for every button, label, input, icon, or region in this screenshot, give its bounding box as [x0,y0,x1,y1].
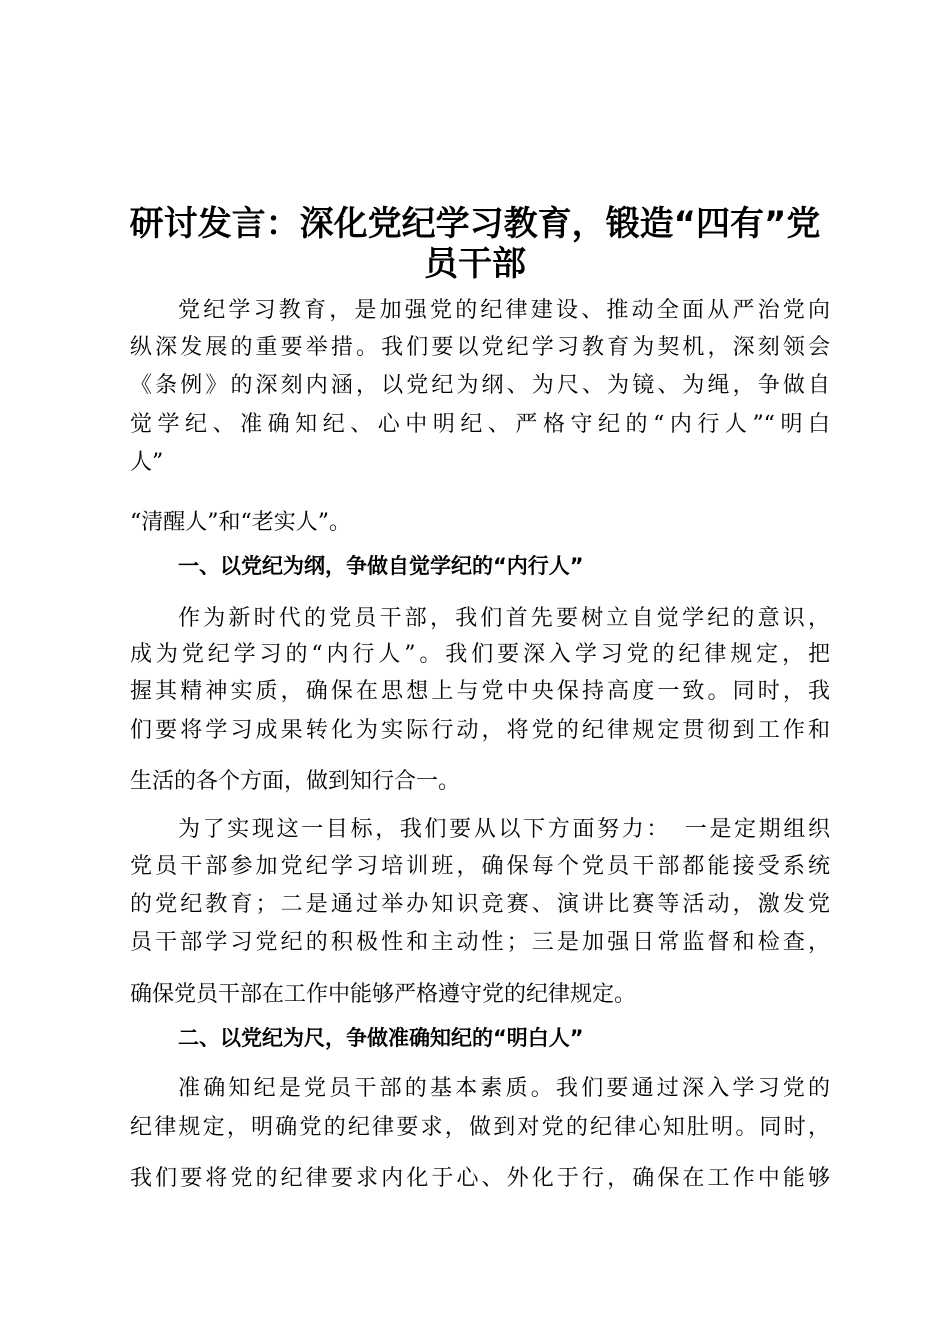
paragraph-1-line-2: 纵深发展的重要举措。我们要以党纪学习教育为契机，深刻领会 [130,335,830,360]
paragraph-1-line-1: 党纪学习教育，是加强党的纪律建设、推动全面从严治党向 [178,298,830,323]
paragraph-2-line-3: 握其精神实质，确保在思想上与党中央保持高度一致。同时，我 [130,679,830,704]
paragraph-1-line-5: 人” [130,450,164,475]
paragraph-3-line-4: 员干部学习党纪的积极性和主动性；三是加强日常监督和检查， [130,930,830,955]
paragraph-3-line-1: 为了实现这一目标，我们要从以下方面努力： 一是定期组织 [178,817,830,842]
paragraph-1-line-4: 觉学纪、准确知纪、心中明纪、严格守纪的“内行人”“明白 [130,412,830,437]
paragraph-4-line-1: 准确知纪是党员干部的基本素质。我们要通过深入学习党的 [178,1076,830,1101]
paragraph-3-line-2: 党员干部参加党纪学习培训班，确保每个党员干部都能接受系统 [130,854,830,879]
paragraph-4-line-2: 纪律规定，明确党的纪律要求，做到对党的纪律心知肚明。同时， [130,1115,830,1140]
paragraph-2-line-5: 生活的各个方面，做到知行合一。 [130,769,461,794]
paragraph-4-line-3: 我们要将党的纪律要求内化于心、外化于行，确保在工作中能够 [130,1166,830,1191]
paragraph-2-line-4: 们要将学习成果转化为实际行动，将党的纪律规定贯彻到工作和 [130,718,830,743]
paragraph-1-line-3: 《条例》的深刻内涵，以党纪为纲、为尺、为镜、为绳，争做自 [130,373,830,398]
paragraph-1-line-6: “清醒人”和“老实人”。 [130,510,351,535]
paragraph-2-line-2: 成为党纪学习的“内行人”。我们要深入学习党的纪律规定，把 [130,642,830,667]
paragraph-2-line-1: 作为新时代的党员干部，我们首先要树立自觉学纪的意识， [178,606,830,631]
document-title-line-1: 研讨发言：深化党纪学习教育，锻造“四有”党 [129,204,821,244]
section-heading-1: 一、以党纪为纲，争做自觉学纪的“内行人” [178,554,584,578]
section-heading-2: 二、以党纪为尺，争做准确知纪的“明白人” [178,1026,584,1050]
paragraph-3-line-5: 确保党员干部在工作中能够严格遵守党的纪律规定。 [130,982,637,1007]
paragraph-3-line-3: 的党纪教育；二是通过举办知识竞赛、演讲比赛等活动，激发党 [130,892,830,917]
document-title-line-2: 员干部 [424,244,526,284]
